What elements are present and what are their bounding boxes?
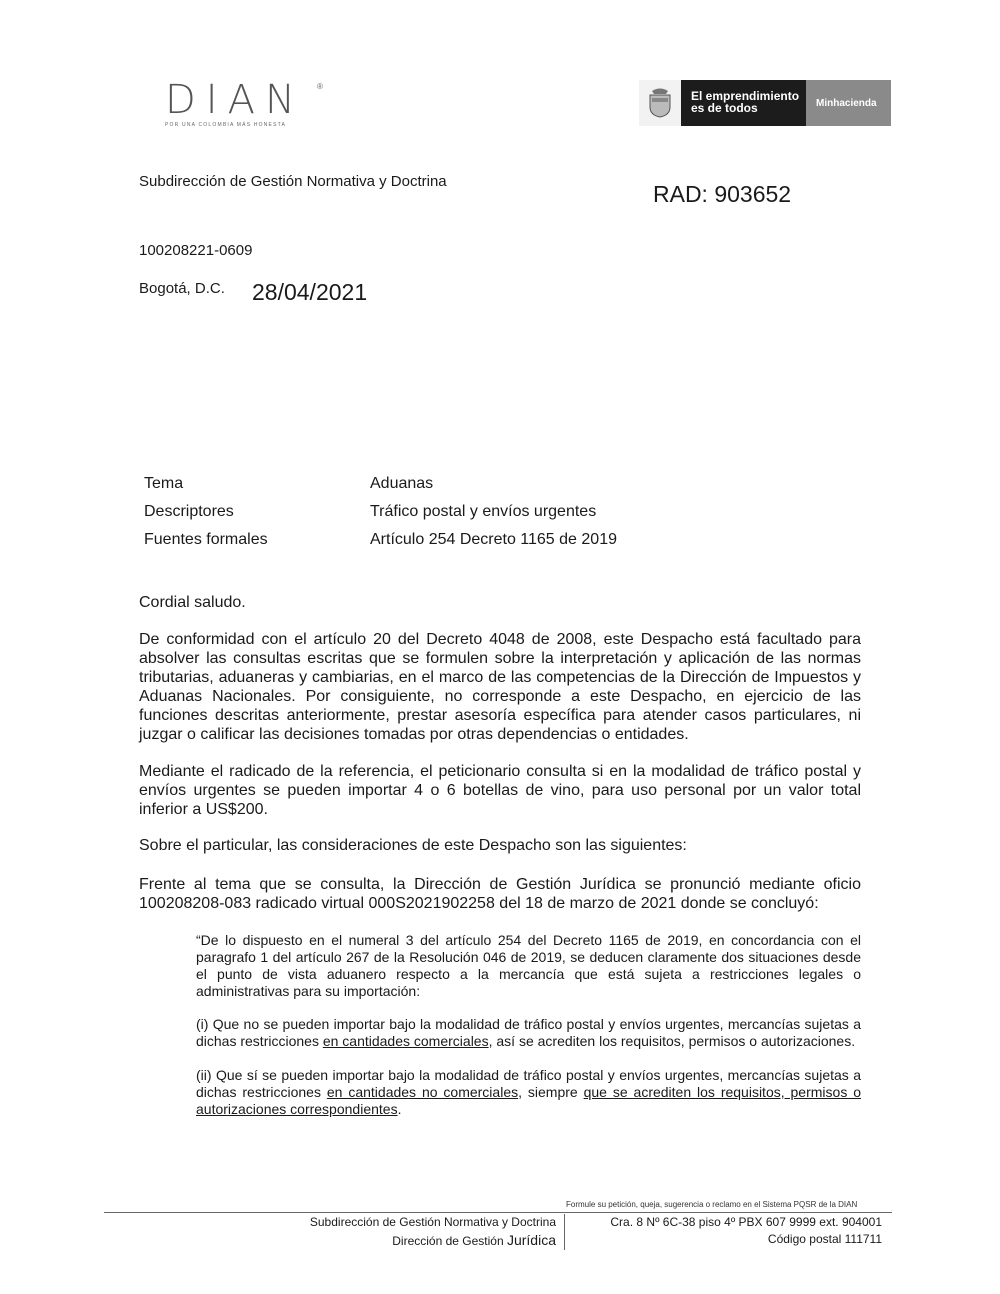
metadata-label-fuentes: Fuentes formales (144, 531, 268, 548)
greeting: Cordial saludo. (139, 594, 246, 611)
quote-item-2 (196, 1067, 861, 1118)
city: Bogotá, D.C. (139, 280, 225, 297)
colombia-shield-icon (639, 80, 681, 126)
footer-direction (392, 1232, 556, 1248)
paragraph-background: Frente al tema que se consulta, la Dirección de Gestión Jurídica se pronunció mediante oficio 100208208-083 radicado virtual 000S2021902258 del 18 de marzo de 2021 donde se concluyó: (139, 876, 861, 912)
quote-item-1-text: (i) Que no se pueden importar bajo la modalidad de tráfico postal y envíos urgentes, mercancías sujetas a dichas restricciones (196, 1016, 861, 1049)
minhacienda-slogan: El emprendimiento es de todos (681, 80, 806, 126)
footer-direction-text: Dirección de Gestión (392, 1234, 507, 1248)
quote-item-2-text-mid: , siempre (518, 1084, 584, 1100)
minhacienda-name: Minhacienda (806, 80, 891, 126)
metadata-value-descriptores: Tráfico postal y envíos urgentes (370, 503, 597, 520)
metadata-value-fuentes: Artículo 254 Decreto 1165 de 2019 (370, 531, 617, 548)
footer-address: Cra. 8 Nº 6C-38 piso 4º PBX 607 9999 ext. 904001 (610, 1215, 882, 1229)
rad-number: RAD: 903652 (653, 181, 792, 207)
footer-department: Subdirección de Gestión Normativa y Doctrina (309, 1215, 556, 1229)
footer-divider (104, 1212, 892, 1213)
metadata-value-tema: Aduanas (370, 475, 434, 492)
department-name: Subdirección de Gestión Normativa y Doctrina (139, 173, 447, 190)
footer-vertical-divider (564, 1214, 565, 1250)
metadata-label-tema: Tema (144, 475, 184, 492)
quote-item-2-text: (ii) Que sí se pueden importar bajo la modalidad de tráfico postal y envíos urgentes, mercancías sujetas a dichas restricciones (196, 1067, 861, 1100)
footer-postal-code: Código postal 111711 (767, 1232, 882, 1246)
reference-number: 100208221-0609 (139, 242, 253, 259)
quote-item-1 (196, 1016, 861, 1050)
footer-pqsr-note: Formule su petición, queja, sugerencia o reclamo en el Sistema PQSR de la DIAN (566, 1200, 858, 1209)
quote-item-2-underlined-2: que se acrediten los requisitos, permisos o autorizaciones correspondientes (196, 1084, 862, 1117)
dian-logo-tagline: POR UNA COLOMBIA MÁS HONESTA (165, 122, 287, 128)
quote-item-1-text-end: , así se acrediten los requisitos, permisos o autorizaciones. (488, 1033, 856, 1049)
paragraph-consultation: Mediante el radicado de la referencia, el peticionario consulta si en la modalidad de tráfico postal y envíos urgentes se pueden importar 4 o 6 botellas de vino, para uso personal por un valor total inferior a US$200. (139, 763, 861, 818)
quote-item-2-text-end: . (397, 1101, 402, 1117)
letter-date: 28/04/2021 (252, 279, 368, 305)
footer-direction-juridica: Jurídica (506, 1232, 556, 1248)
registered-icon: ® (317, 82, 323, 91)
quote-item-2-underlined-1: en cantidades no comerciales (326, 1084, 519, 1100)
dian-logo (165, 77, 325, 130)
quote-item-1-underlined: en cantidades comerciales (322, 1033, 489, 1049)
paragraph-considerations: Sobre el particular, las consideraciones de este Despacho son las siguientes: (139, 837, 687, 854)
minhacienda-logo (639, 80, 891, 126)
dian-logo-word: DIAN (165, 77, 305, 123)
paragraph-competence: De conformidad con el artículo 20 del Decreto 4048 de 2008, este Despacho está facultado para absolver las consultas escritas que se formulen sobre la interpretación y aplicación de las normas tributarias, aduaneras y cambiarias, en el marco de las competencias de la Dirección de Impuestos y Aduanas Nacionales. Por consiguiente, no corresponde a este Despacho, en ejercicio de las funciones descritas anteriormente, prestar asesoría específica para atender casos particulares, ni juzgar o calificar las decisiones tomadas por otras dependencias o entidades. (139, 631, 861, 743)
quote-intro: “De lo dispuesto en el numeral 3 del artículo 254 del Decreto 1165 de 2019, en concordancia con el paragrafo 1 del artículo 267 de la Resolución 046 de 2019, se deducen claramente dos situaciones desde el punto de vista aduanero respecto a la mercancía que está sujeta a restricciones legales o administrativas para su importación: (196, 932, 861, 999)
metadata-label-descriptores: Descriptores (144, 503, 234, 520)
